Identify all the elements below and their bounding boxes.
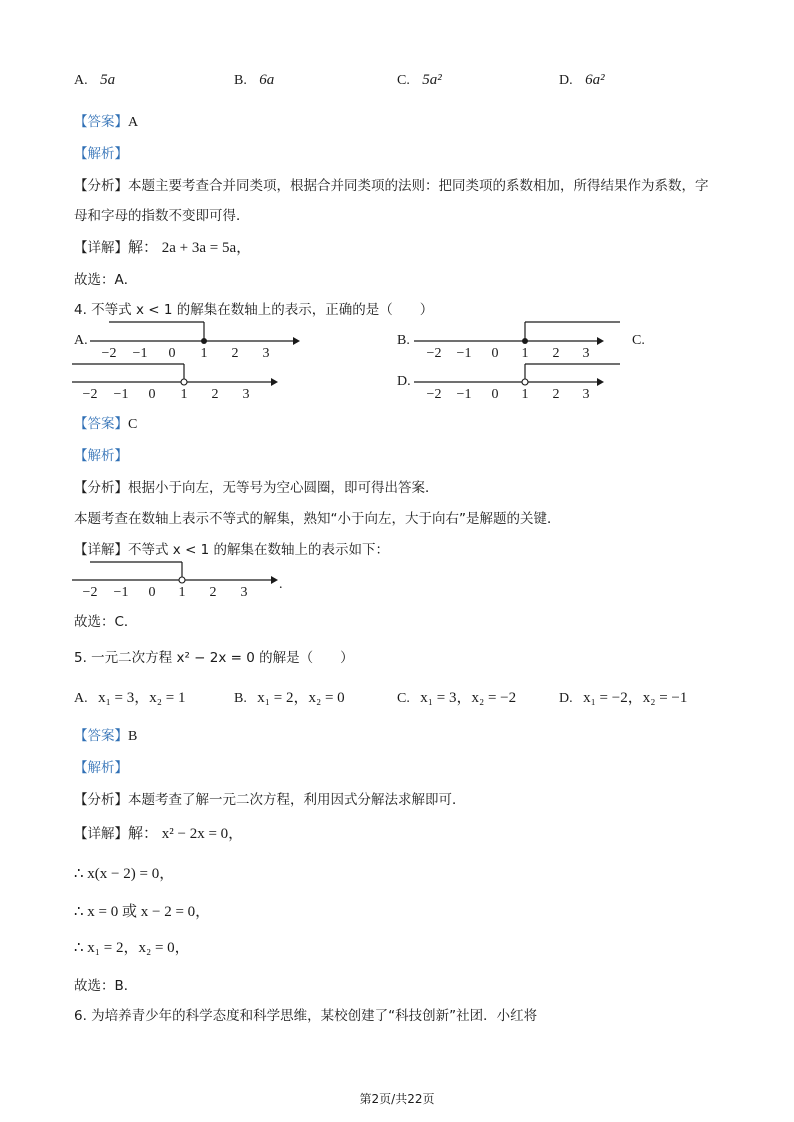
q5-answer: 【答案】B <box>74 728 138 744</box>
q4-option-d-label: D. <box>397 374 411 389</box>
q4-choose: 故选：C． <box>74 614 138 630</box>
q5-option-a: A. x₁ = 3，x₂ = 1 <box>74 690 186 706</box>
q3-fenxi: 【分析】本题主要考查合并同类项，根据合并同类项的法则：把同类项的系数相加，所得结果作为系数，字 <box>74 178 709 194</box>
tick-label: −2 <box>82 387 98 402</box>
tick-label: 1 <box>521 387 529 402</box>
tick-label: −1 <box>456 346 472 361</box>
tick-label: 2 <box>231 346 239 361</box>
tick-label: −1 <box>132 346 148 361</box>
q4-solution-numberline <box>70 556 290 602</box>
tick-label: −2 <box>101 346 117 361</box>
q4-option-c-label: C. <box>632 333 645 348</box>
tick-label: 2 <box>552 346 560 361</box>
q3-option-a: A. 5a <box>74 72 116 88</box>
q4-option-a-numberline <box>90 316 310 362</box>
q5-stem: 5. 一元二次方程 x² − 2x = 0 的解是（ ） <box>74 650 354 666</box>
page-footer: 第2页/共22页 <box>359 1092 435 1106</box>
q4-xiangjie: 【详解】不等式 x < 1 的解集在数轴上的表示如下： <box>74 542 390 558</box>
tick-label: 0 <box>491 387 499 402</box>
q5-step2: ∴ x = 0 或 x − 2 = 0， <box>74 904 211 920</box>
tick-label: 1 <box>521 346 529 361</box>
q4-answer: 【答案】C <box>74 416 138 432</box>
tick-label: −2 <box>426 346 442 361</box>
q5-option-a-text: x₁ = 3，x₂ = 1 <box>98 690 186 706</box>
tick-label: 0 <box>148 387 156 402</box>
tick-label: 1 <box>200 346 208 361</box>
tick-label: 0 <box>148 585 156 600</box>
q5-option-d: D. x₁ = −2，x₂ = −1 <box>559 690 688 706</box>
q3-answer: 【答案】A <box>74 114 139 130</box>
tick-label: 1 <box>178 585 186 600</box>
q3-option-a-text: 5a <box>100 72 116 88</box>
tick-label: 0 <box>491 346 499 361</box>
q5-option-b: B. x₁ = 2，x₂ = 0 <box>234 690 345 706</box>
tick-label: 3 <box>582 387 590 402</box>
tick-label: 3 <box>582 346 590 361</box>
q4-option-b-label: B. <box>397 333 410 348</box>
tick-label: 2 <box>209 585 217 600</box>
q3-option-b: B. 6a <box>234 72 275 88</box>
q4-analysis-tag: 【解析】 <box>74 448 128 464</box>
q5-fenxi: 【分析】本题考查了解一元二次方程，利用因式分解法求解即可． <box>74 792 466 808</box>
tick-label: 3 <box>240 585 248 600</box>
trailing-period: . <box>279 577 283 592</box>
tick-label: −1 <box>456 387 472 402</box>
q3-option-b-text: 6a <box>259 72 275 88</box>
q4-note: 本题考查在数轴上表示不等式的解集，熟知“小于向左，大于向右”是解题的关键． <box>74 511 561 527</box>
tick-label: −2 <box>426 387 442 402</box>
q3-option-c-text: 5a² <box>422 72 442 88</box>
q5-choose: 故选：B． <box>74 978 138 994</box>
q3-option-d: D. 6a² <box>559 72 605 88</box>
tick-label: 2 <box>211 387 219 402</box>
q3-analysis-tag: 【解析】 <box>74 146 128 162</box>
q3-choose: 故选：A． <box>74 272 138 288</box>
tick-label: −1 <box>113 387 129 402</box>
q5-xiangjie: 【详解】解： x² − 2x = 0， <box>74 826 244 842</box>
tick-label: 2 <box>552 387 560 402</box>
tick-label: 1 <box>180 387 188 402</box>
q4-fenxi: 【分析】根据小于向左，无等号为空心圆圈，即可得出答案． <box>74 480 439 496</box>
q5-analysis-tag: 【解析】 <box>74 760 128 776</box>
q4-option-c-numberline <box>70 358 290 404</box>
tick-label: 3 <box>242 387 250 402</box>
tick-label: 3 <box>262 346 270 361</box>
q5-option-b-text: x₁ = 2，x₂ = 0 <box>257 690 345 706</box>
q5-option-d-text: x₁ = −2，x₂ = −1 <box>583 690 688 706</box>
q6-stem: 6. 为培养青少年的科学态度和科学思维，某校创建了“科技创新”社团．小红将 <box>74 1008 538 1024</box>
q4-stem: 4. 不等式 x < 1 的解集在数轴上的表示，正确的是（ ） <box>74 302 434 318</box>
q4-option-a-label: A. <box>74 333 88 348</box>
q5-option-c: C. x₁ = 3，x₂ = −2 <box>397 690 517 706</box>
q3-fenxi-cont: 母和字母的指数不变即可得． <box>74 208 250 224</box>
tick-label: −2 <box>82 585 98 600</box>
q3-option-c: C. 5a² <box>397 72 442 88</box>
q5-option-c-text: x₁ = 3，x₂ = −2 <box>420 690 517 706</box>
q5-step3: ∴ x₁ = 2，x₂ = 0， <box>74 940 190 956</box>
q3-option-d-text: 6a² <box>585 72 605 88</box>
q4-option-d-numberline <box>414 358 624 404</box>
tick-label: 0 <box>168 346 176 361</box>
q5-step1: ∴ x(x − 2) = 0， <box>74 866 175 882</box>
tick-label: −1 <box>113 585 129 600</box>
q3-xiangjie: 【详解】解： 2a + 3a = 5a， <box>74 240 252 256</box>
q4-option-b-numberline <box>414 316 624 362</box>
